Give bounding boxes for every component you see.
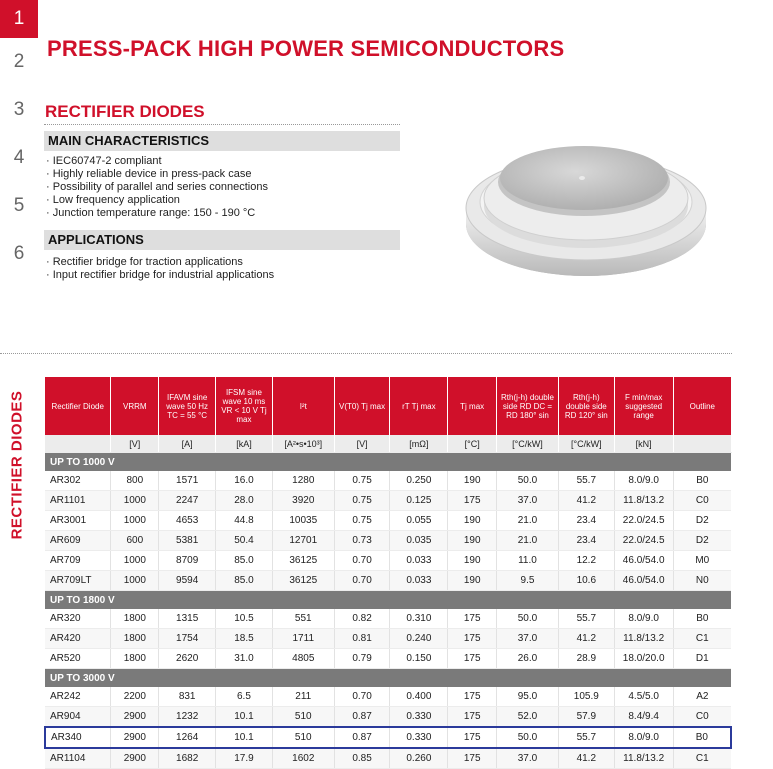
- table-cell: 1232: [159, 707, 216, 728]
- table-cell: M0: [673, 551, 731, 571]
- table-cell: 2620: [159, 649, 216, 669]
- table-cell: 0.87: [334, 727, 390, 748]
- header-rth-dc: Rth(j-h) double side RD DC = RD 180° sin: [497, 377, 559, 435]
- table-cell: 175: [448, 748, 497, 769]
- table-cell: 37.0: [497, 629, 559, 649]
- table-cell: 0.75: [334, 511, 390, 531]
- tab-6[interactable]: 6: [13, 243, 25, 264]
- table-cell: 1602: [272, 748, 334, 769]
- table-cell: 37.0: [497, 491, 559, 511]
- table-cell: 190: [448, 511, 497, 531]
- table-cell: 0.150: [390, 649, 448, 669]
- table-cell: 1000: [111, 571, 159, 591]
- table-cell: D1: [673, 649, 731, 669]
- table-row: [45, 687, 731, 707]
- table-cell: 4.5/5.0: [614, 687, 673, 707]
- table-cell: 175: [448, 727, 497, 748]
- table-row: [45, 727, 731, 748]
- unit-cell: [45, 435, 111, 453]
- table-cell: 22.0/24.5: [614, 511, 673, 531]
- table-cell: 0.81: [334, 629, 390, 649]
- table-cell: 1000: [111, 491, 159, 511]
- table-cell: 17.9: [216, 748, 273, 769]
- table-cell: 0.240: [390, 629, 448, 649]
- table-cell: 85.0: [216, 571, 273, 591]
- table-cell: 510: [272, 707, 334, 728]
- table-cell: AR420: [45, 629, 111, 649]
- table-cell: 1571: [159, 471, 216, 491]
- table-cell: 0.250: [390, 471, 448, 491]
- table-cell: 55.7: [558, 471, 614, 491]
- table-cell: 4805: [272, 649, 334, 669]
- table-header-row: [45, 377, 731, 435]
- table-row: [45, 649, 731, 669]
- group-header-row: [45, 669, 731, 688]
- header-rth-120: Rth(j-h) double side RD 120° sin: [558, 377, 614, 435]
- table-cell: 28.0: [216, 491, 273, 511]
- unit-cell: [°C/kW]: [558, 435, 614, 453]
- table-row: [45, 609, 731, 629]
- table-cell: 10035: [272, 511, 334, 531]
- page-divider: [0, 353, 732, 354]
- table-cell: 50.0: [497, 727, 559, 748]
- header-outline: Outline: [673, 377, 731, 435]
- table-cell: 211: [272, 687, 334, 707]
- side-label-text: RECTIFIER DIODES: [8, 390, 26, 540]
- page-tabs: [0, 0, 38, 278]
- header-ifsm: IFSM sine wave 10 ms VR < 10 V Tj max: [216, 377, 273, 435]
- table-row: [45, 551, 731, 571]
- unit-cell: [A]: [159, 435, 216, 453]
- table-cell: 41.2: [558, 748, 614, 769]
- rectifier-diodes-table: [44, 377, 732, 769]
- section-title: RECTIFIER DIODES: [45, 102, 205, 121]
- table-cell: C0: [673, 707, 731, 728]
- table-cell: 4653: [159, 511, 216, 531]
- table-cell: 175: [448, 687, 497, 707]
- units-row: [45, 435, 731, 453]
- table-cell: 37.0: [497, 748, 559, 769]
- table-cell: 175: [448, 649, 497, 669]
- table-cell: 831: [159, 687, 216, 707]
- header-rt: rT Tj max: [390, 377, 448, 435]
- list-item: · Input rectifier bridge for industrial applications: [46, 269, 274, 282]
- press-pack-device-image: [458, 112, 713, 287]
- table-cell: 0.82: [334, 609, 390, 629]
- header-force: F min/max suggested range: [614, 377, 673, 435]
- list-item: · Low frequency application: [46, 194, 268, 207]
- tab-5[interactable]: 5: [13, 195, 25, 216]
- table-cell: 0.75: [334, 491, 390, 511]
- header-i2t: I²t: [272, 377, 334, 435]
- list-item: · IEC60747-2 compliant: [46, 155, 268, 168]
- table-row: [45, 491, 731, 511]
- table-cell: 0.70: [334, 551, 390, 571]
- table-cell: 0.70: [334, 687, 390, 707]
- table-cell: B0: [673, 609, 731, 629]
- table-cell: 510: [272, 727, 334, 748]
- table-cell: 46.0/54.0: [614, 551, 673, 571]
- table-cell: 8.0/9.0: [614, 471, 673, 491]
- table-cell: D2: [673, 511, 731, 531]
- tab-2[interactable]: 2: [13, 51, 25, 72]
- table-cell: 2900: [111, 707, 159, 728]
- side-label: [5, 390, 29, 540]
- table-cell: 0.310: [390, 609, 448, 629]
- main-characteristics-heading: MAIN CHARACTERISTICS: [44, 131, 400, 151]
- table-cell: 1754: [159, 629, 216, 649]
- list-item: · Possibility of parallel and series connections: [46, 181, 268, 194]
- list-item: · Rectifier bridge for traction applications: [46, 256, 274, 269]
- table-cell: 22.0/24.5: [614, 531, 673, 551]
- table-cell: 190: [448, 531, 497, 551]
- table-cell: 1000: [111, 511, 159, 531]
- table-cell: A2: [673, 687, 731, 707]
- table-cell: AR320: [45, 609, 111, 629]
- table-cell: 26.0: [497, 649, 559, 669]
- table-cell: 600: [111, 531, 159, 551]
- table-cell: 5381: [159, 531, 216, 551]
- applications-heading: APPLICATIONS: [44, 230, 400, 250]
- table-row: [45, 707, 731, 728]
- table-cell: C0: [673, 491, 731, 511]
- header-tjmax: Tj max: [448, 377, 497, 435]
- unit-cell: [mΩ]: [390, 435, 448, 453]
- section-divider: [44, 124, 400, 125]
- table-cell: 0.79: [334, 649, 390, 669]
- table-cell: 23.4: [558, 531, 614, 551]
- table-cell: 12701: [272, 531, 334, 551]
- table-row: [45, 748, 731, 769]
- table-cell: 2900: [111, 748, 159, 769]
- table-cell: 55.7: [558, 727, 614, 748]
- table-row: [45, 511, 731, 531]
- table-cell: 0.330: [390, 727, 448, 748]
- table-cell: AR242: [45, 687, 111, 707]
- table-cell: 551: [272, 609, 334, 629]
- table-cell: 28.9: [558, 649, 614, 669]
- tab-1[interactable]: 1: [0, 0, 38, 38]
- table-cell: 52.0: [497, 707, 559, 728]
- table-cell: N0: [673, 571, 731, 591]
- table-cell: 0.75: [334, 471, 390, 491]
- table-cell: 6.5: [216, 687, 273, 707]
- header-ifavm: IFAVM sine wave 50 Hz TC = 55 °C: [159, 377, 216, 435]
- table-cell: 190: [448, 551, 497, 571]
- table-cell: 175: [448, 629, 497, 649]
- table-cell: 16.0: [216, 471, 273, 491]
- unit-cell: [kA]: [216, 435, 273, 453]
- table-cell: 10.1: [216, 727, 273, 748]
- table-cell: 36125: [272, 551, 334, 571]
- table-cell: 46.0/54.0: [614, 571, 673, 591]
- table-cell: 1800: [111, 609, 159, 629]
- table-cell: 0.330: [390, 707, 448, 728]
- table-cell: 2900: [111, 727, 159, 748]
- table-cell: 18.0/20.0: [614, 649, 673, 669]
- table-cell: AR1104: [45, 748, 111, 769]
- table-cell: AR904: [45, 707, 111, 728]
- table-cell: 23.4: [558, 511, 614, 531]
- table-cell: 0.035: [390, 531, 448, 551]
- table-cell: AR609: [45, 531, 111, 551]
- page-title: PRESS-PACK HIGH POWER SEMICONDUCTORS: [47, 36, 565, 61]
- table-cell: 55.7: [558, 609, 614, 629]
- table-cell: 1315: [159, 609, 216, 629]
- unit-cell: [V]: [111, 435, 159, 453]
- table-cell: 0.87: [334, 707, 390, 728]
- unit-cell: [673, 435, 731, 453]
- table-cell: AR3001: [45, 511, 111, 531]
- header-vrrm: VRRM: [111, 377, 159, 435]
- table-cell: 1800: [111, 649, 159, 669]
- table-cell: 44.8: [216, 511, 273, 531]
- group-header-row: [45, 453, 731, 472]
- table-cell: 1711: [272, 629, 334, 649]
- table-cell: 50.0: [497, 609, 559, 629]
- table-cell: 8709: [159, 551, 216, 571]
- table-row: [45, 471, 731, 491]
- table-cell: 11.8/13.2: [614, 491, 673, 511]
- table-cell: 800: [111, 471, 159, 491]
- table-row: [45, 629, 731, 649]
- applications-list: [46, 256, 274, 282]
- table-cell: 12.2: [558, 551, 614, 571]
- table-cell: AR709LT: [45, 571, 111, 591]
- table-cell: C1: [673, 748, 731, 769]
- table-cell: 41.2: [558, 491, 614, 511]
- table-cell: 95.0: [497, 687, 559, 707]
- table-cell: 50.4: [216, 531, 273, 551]
- table-cell: 10.6: [558, 571, 614, 591]
- table-cell: 0.73: [334, 531, 390, 551]
- table-cell: AR340: [45, 727, 111, 748]
- table-cell: 21.0: [497, 511, 559, 531]
- unit-cell: [kN]: [614, 435, 673, 453]
- table-cell: AR520: [45, 649, 111, 669]
- table-row: [45, 531, 731, 551]
- unit-cell: [A²•s•10³]: [272, 435, 334, 453]
- table-cell: 11.8/13.2: [614, 748, 673, 769]
- table-cell: 36125: [272, 571, 334, 591]
- table-cell: 2247: [159, 491, 216, 511]
- tab-3[interactable]: 3: [13, 99, 25, 120]
- table-cell: 41.2: [558, 629, 614, 649]
- table-cell: 2200: [111, 687, 159, 707]
- table-cell: 1280: [272, 471, 334, 491]
- table-cell: 105.9: [558, 687, 614, 707]
- table-cell: 18.5: [216, 629, 273, 649]
- group-header-row: [45, 591, 731, 610]
- table-cell: 190: [448, 571, 497, 591]
- group-label: UP TO 1000 V: [45, 453, 731, 472]
- table-cell: D2: [673, 531, 731, 551]
- unit-cell: [°C/kW]: [497, 435, 559, 453]
- table-cell: 85.0: [216, 551, 273, 571]
- tab-4[interactable]: 4: [13, 147, 25, 168]
- table-row: [45, 571, 731, 591]
- header-rectifier-diode: Rectifier Diode: [45, 377, 111, 435]
- table-cell: 31.0: [216, 649, 273, 669]
- table-cell: B0: [673, 471, 731, 491]
- table-cell: 0.125: [390, 491, 448, 511]
- table-cell: 0.055: [390, 511, 448, 531]
- table-cell: 9.5: [497, 571, 559, 591]
- table-cell: 190: [448, 471, 497, 491]
- table-cell: 0.85: [334, 748, 390, 769]
- table-cell: 0.400: [390, 687, 448, 707]
- table-cell: 0.033: [390, 571, 448, 591]
- header-vt0: V(T0) Tj max: [334, 377, 390, 435]
- table-cell: 1800: [111, 629, 159, 649]
- table-cell: 175: [448, 707, 497, 728]
- table-cell: 21.0: [497, 531, 559, 551]
- table-cell: 1264: [159, 727, 216, 748]
- table-cell: 10.1: [216, 707, 273, 728]
- unit-cell: [°C]: [448, 435, 497, 453]
- table-cell: 0.70: [334, 571, 390, 591]
- main-characteristics-list: [46, 155, 268, 220]
- table-cell: C1: [673, 629, 731, 649]
- table-cell: 9594: [159, 571, 216, 591]
- table-cell: AR709: [45, 551, 111, 571]
- table-cell: AR302: [45, 471, 111, 491]
- unit-cell: [V]: [334, 435, 390, 453]
- table-cell: 8.4/9.4: [614, 707, 673, 728]
- table-cell: 8.0/9.0: [614, 727, 673, 748]
- table-cell: 0.033: [390, 551, 448, 571]
- table-cell: B0: [673, 727, 731, 748]
- list-item: · Highly reliable device in press-pack case: [46, 168, 268, 181]
- table-cell: 50.0: [497, 471, 559, 491]
- table-cell: 57.9: [558, 707, 614, 728]
- group-label: UP TO 3000 V: [45, 669, 731, 688]
- list-item: · Junction temperature range: 150 - 190 °C: [46, 207, 268, 220]
- table-cell: 10.5: [216, 609, 273, 629]
- table-cell: 8.0/9.0: [614, 609, 673, 629]
- table-cell: 11.8/13.2: [614, 629, 673, 649]
- group-label: UP TO 1800 V: [45, 591, 731, 610]
- table-cell: AR1101: [45, 491, 111, 511]
- table-cell: 1000: [111, 551, 159, 571]
- table-cell: 1682: [159, 748, 216, 769]
- table-cell: 175: [448, 491, 497, 511]
- table-cell: 11.0: [497, 551, 559, 571]
- table-cell: 0.260: [390, 748, 448, 769]
- table-cell: 3920: [272, 491, 334, 511]
- table-cell: 175: [448, 609, 497, 629]
